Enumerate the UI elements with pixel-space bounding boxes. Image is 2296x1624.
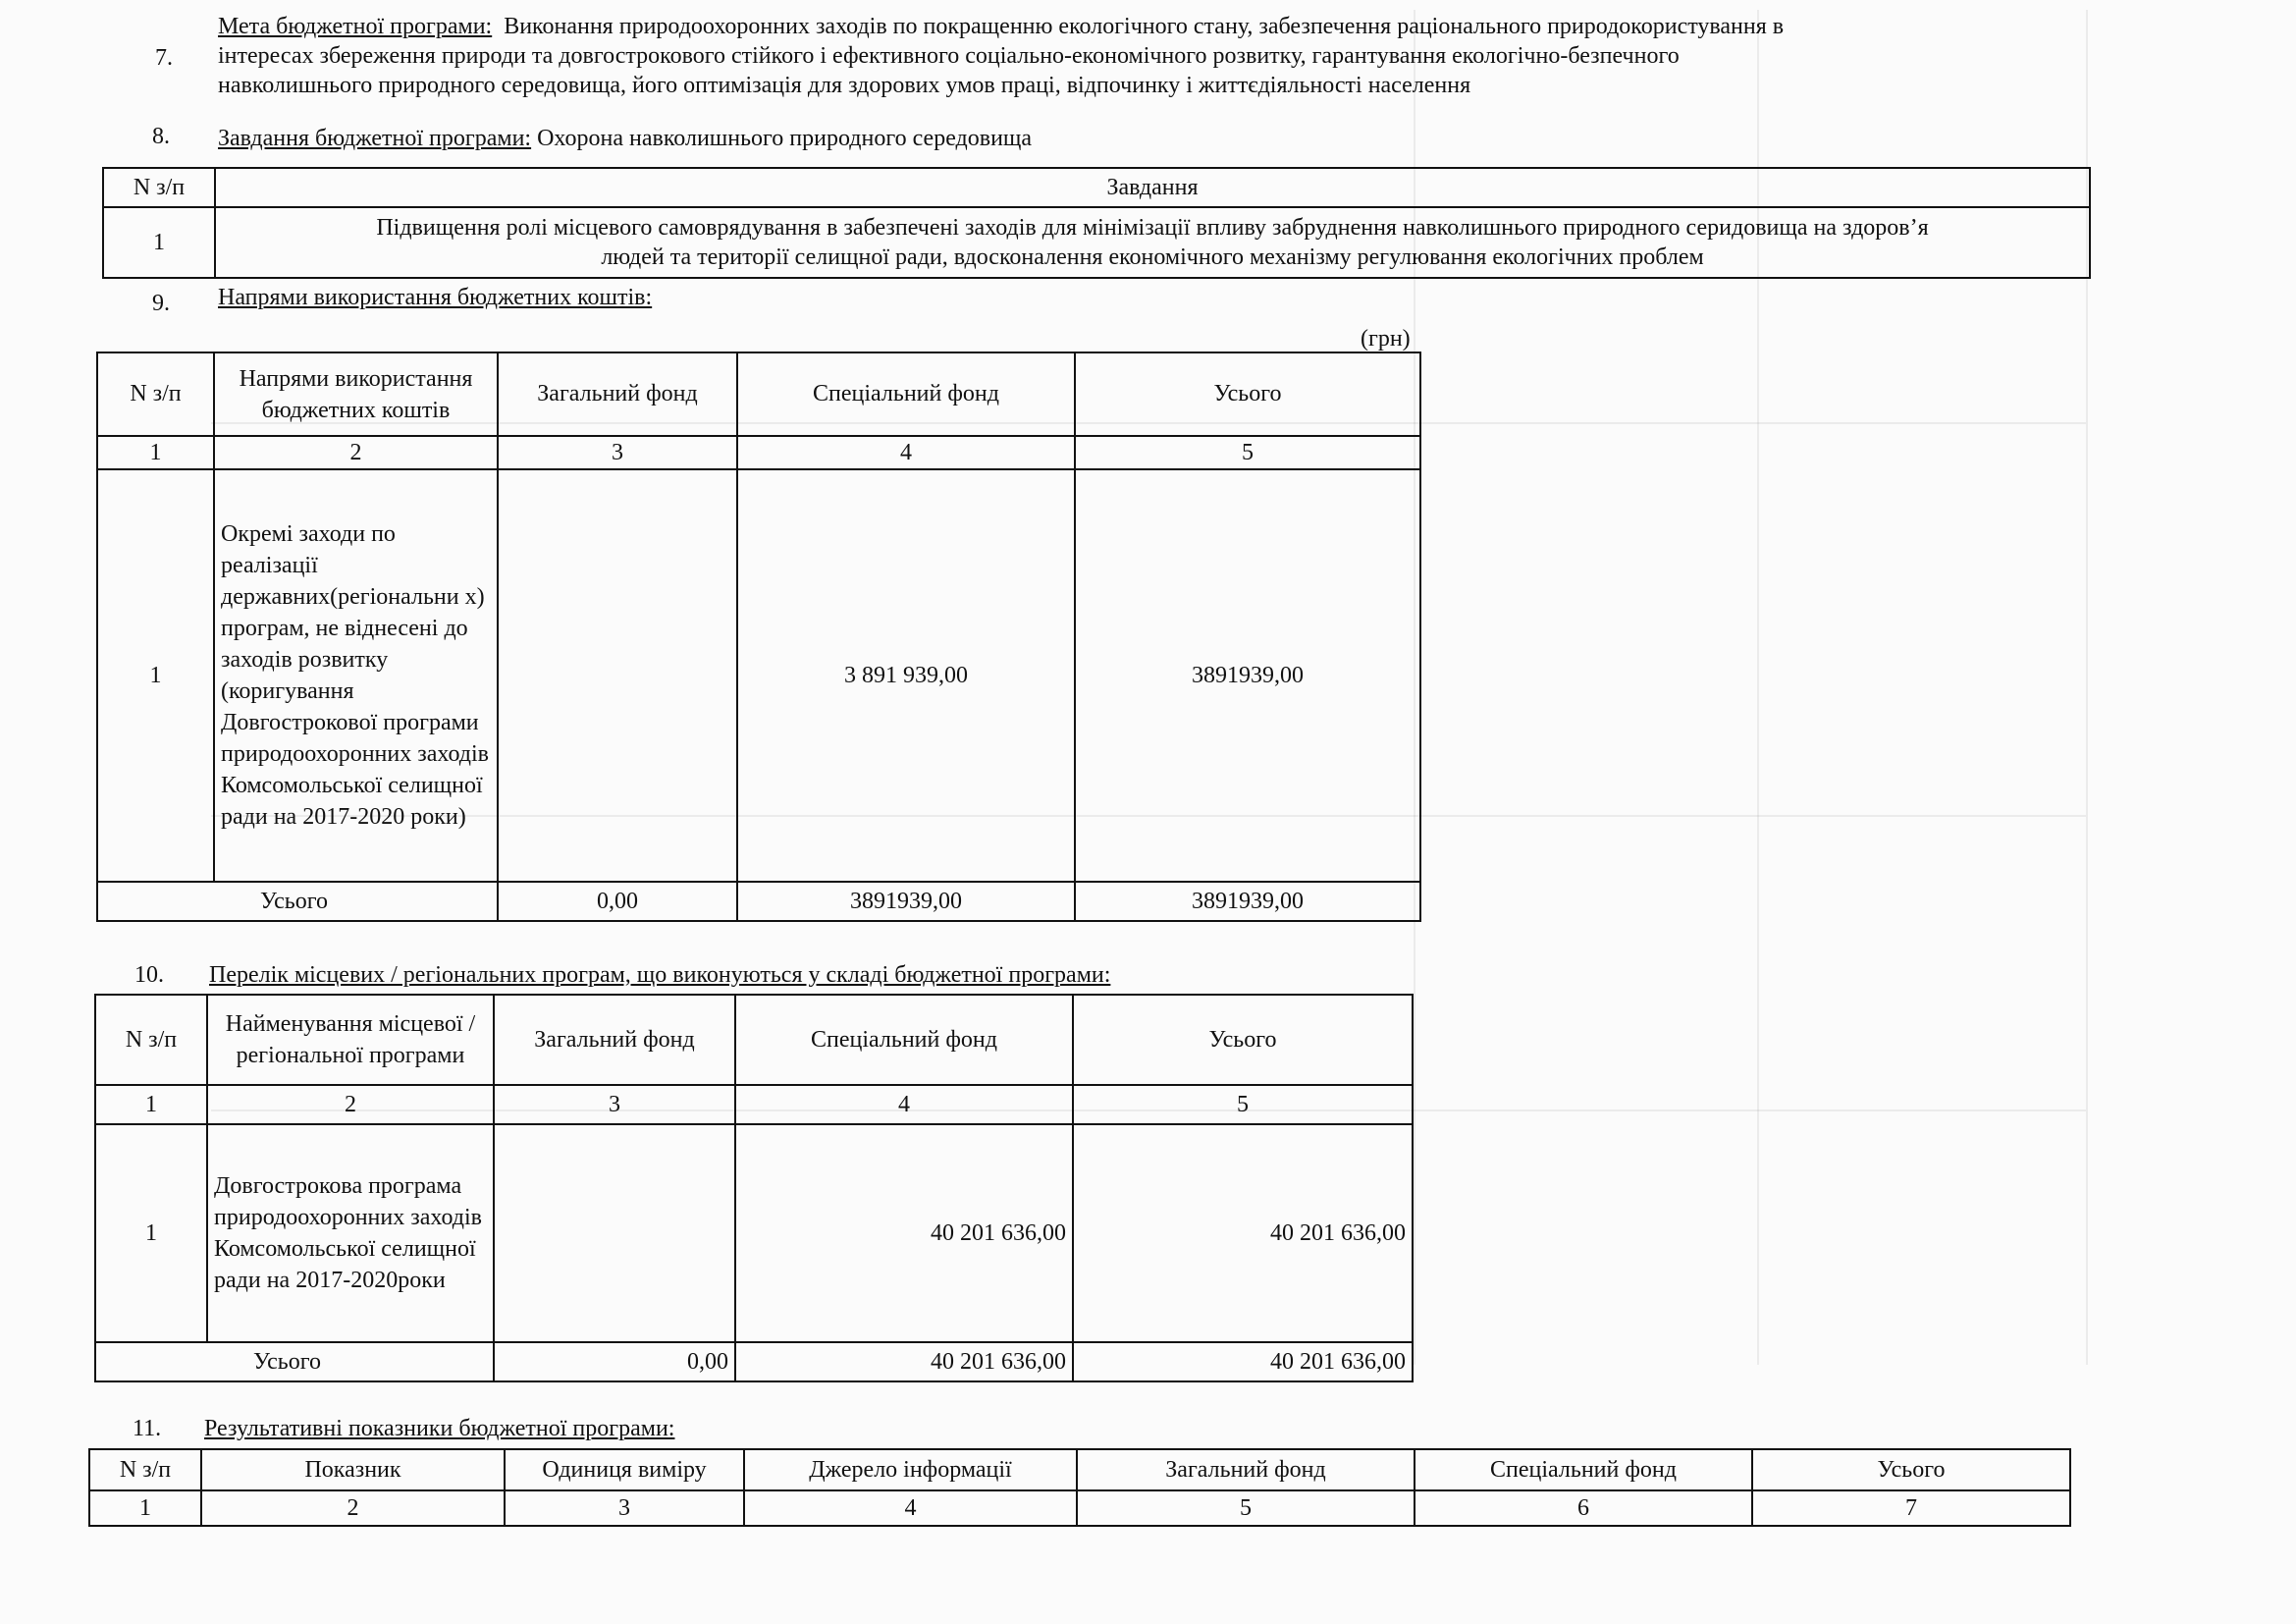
- ind-colnum-7: 7: [1752, 1490, 2070, 1526]
- dir-header-num: N з/п: [97, 352, 214, 436]
- prog-sum-spec: 40 201 636,00: [735, 1342, 1073, 1381]
- prog-colnum-4: 4: [735, 1085, 1073, 1124]
- tasks-row-line1: Підвищення ролі місцевого самоврядування в забезпечені заходів для мінімізації впливу забруднення навколишнього природного серидовища на здоров’я: [376, 215, 1929, 241]
- prog-colnum-1: 1: [95, 1085, 207, 1124]
- dir-row-spec: 3 891 939,00: [737, 469, 1075, 882]
- dir-row-gen: [498, 469, 737, 882]
- ind-header-total: Усього: [1752, 1449, 2070, 1490]
- section-7-label: Мета бюджетної програми:: [218, 14, 493, 39]
- dir-header-dir: Напрями використання бюджетних коштів: [214, 352, 498, 436]
- dir-header-spec: Спеціальний фонд: [737, 352, 1075, 436]
- section-9-number: 9.: [152, 291, 170, 316]
- section-10-number: 10.: [134, 962, 164, 988]
- prog-header-spec: Спеціальний фонд: [735, 995, 1073, 1085]
- ind-colnum-2: 2: [201, 1490, 505, 1526]
- prog-colnum-3: 3: [494, 1085, 735, 1124]
- dir-sum-spec: 3891939,00: [737, 882, 1075, 921]
- section-9-label: Напрями використання бюджетних коштів:: [218, 285, 653, 310]
- ind-header-ind: Показник: [201, 1449, 505, 1490]
- programs-table: [94, 994, 1414, 1382]
- ind-colnum-1: 1: [89, 1490, 201, 1526]
- indicators-table: [88, 1448, 2071, 1527]
- dir-colnum-2: 2: [214, 436, 498, 469]
- dir-row-num: 1: [97, 469, 214, 882]
- prog-colnum-2: 2: [207, 1085, 494, 1124]
- prog-row-gen: [494, 1124, 735, 1342]
- section-8-value: Охорона навколишнього природного середовища: [537, 126, 1033, 151]
- prog-row-spec: 40 201 636,00: [735, 1124, 1073, 1342]
- section-7-goal: [218, 12, 2260, 100]
- section-8-heading: [218, 124, 1032, 153]
- section-7-line2: інтересах збереження природи та довгострокового стійкого і ефективного соціально-економічного розвитку, гарантування екологічно-безпечного: [218, 43, 1680, 69]
- dir-sum-total: 3891939,00: [1075, 882, 1420, 921]
- tasks-row-num: 1: [103, 207, 215, 278]
- ind-colnum-4: 4: [744, 1490, 1077, 1526]
- tasks-header-task: Завдання: [215, 168, 2090, 207]
- dir-colnum-1: 1: [97, 436, 214, 469]
- prog-colnum-5: 5: [1073, 1085, 1413, 1124]
- tasks-table: [102, 167, 2091, 279]
- section-11-label: Результативні показники бюджетної програми:: [204, 1416, 675, 1441]
- prog-sum-label: Усього: [95, 1342, 494, 1381]
- section-7-number: 7.: [155, 45, 173, 71]
- ind-header-gen: Загальний фонд: [1077, 1449, 1415, 1490]
- prog-header-name: Найменування місцевої / регіональної програми: [207, 995, 494, 1085]
- prog-sum-gen: 0,00: [494, 1342, 735, 1381]
- prog-row-num: 1: [95, 1124, 207, 1342]
- section-7-line1: Виконання природоохоронних заходів по покращенню екологічного стану, забезпечення раціонального природокористування в: [504, 14, 1785, 39]
- dir-colnum-5: 5: [1075, 436, 1420, 469]
- prog-header-gen: Загальний фонд: [494, 995, 735, 1085]
- tasks-row-text: [215, 207, 2090, 278]
- ind-header-src: Джерело інформації: [744, 1449, 1077, 1490]
- dir-colnum-4: 4: [737, 436, 1075, 469]
- dir-colnum-3: 3: [498, 436, 737, 469]
- ind-header-unit: Одиниця виміру: [505, 1449, 744, 1490]
- dir-row-total: 3891939,00: [1075, 469, 1420, 882]
- section-8-label: Завдання бюджетної програми:: [218, 126, 532, 151]
- tasks-header-num: N з/п: [103, 168, 215, 207]
- tasks-row-line2: людей та території селищної ради, вдосконалення економічного механізму регулювання екологічних проблем: [601, 244, 1704, 270]
- ind-colnum-6: 6: [1415, 1490, 1752, 1526]
- prog-sum-total: 40 201 636,00: [1073, 1342, 1413, 1381]
- prog-row-total: 40 201 636,00: [1073, 1124, 1413, 1342]
- ind-header-num: N з/п: [89, 1449, 201, 1490]
- ind-colnum-3: 3: [505, 1490, 744, 1526]
- ind-header-spec: Спеціальний фонд: [1415, 1449, 1752, 1490]
- directions-table: [96, 352, 1421, 922]
- section-8-number: 8.: [152, 124, 170, 149]
- section-10-label: Перелік місцевих / регіональних програм, що виконуються у складі бюджетної програми:: [209, 962, 1111, 988]
- dir-sum-label: Усього: [97, 882, 498, 921]
- section-7-line3: навколишнього природного середовища, його оптимізація для здорових умов праці, відпочинку і життєдіяльності населення: [218, 73, 1471, 98]
- dir-sum-gen: 0,00: [498, 882, 737, 921]
- dir-header-gen: Загальний фонд: [498, 352, 737, 436]
- prog-header-num: N з/п: [95, 995, 207, 1085]
- dir-row-name: Окремі заходи по реалізації державних(регіональни х) програм, не віднесені до заходів розвитку (коригування Довгострокової програми природоохоронних заходів Комсомольської селищної ради на 2017-2020 роки): [214, 469, 498, 882]
- section-9-unit: (грн): [1361, 326, 1411, 352]
- section-11-number: 11.: [133, 1416, 162, 1441]
- prog-row-name: Довгострокова програма природоохоронних заходів Комсомольської селищної ради на 2017-2020роки: [207, 1124, 494, 1342]
- ind-colnum-5: 5: [1077, 1490, 1415, 1526]
- prog-header-total: Усього: [1073, 995, 1413, 1085]
- dir-header-total: Усього: [1075, 352, 1420, 436]
